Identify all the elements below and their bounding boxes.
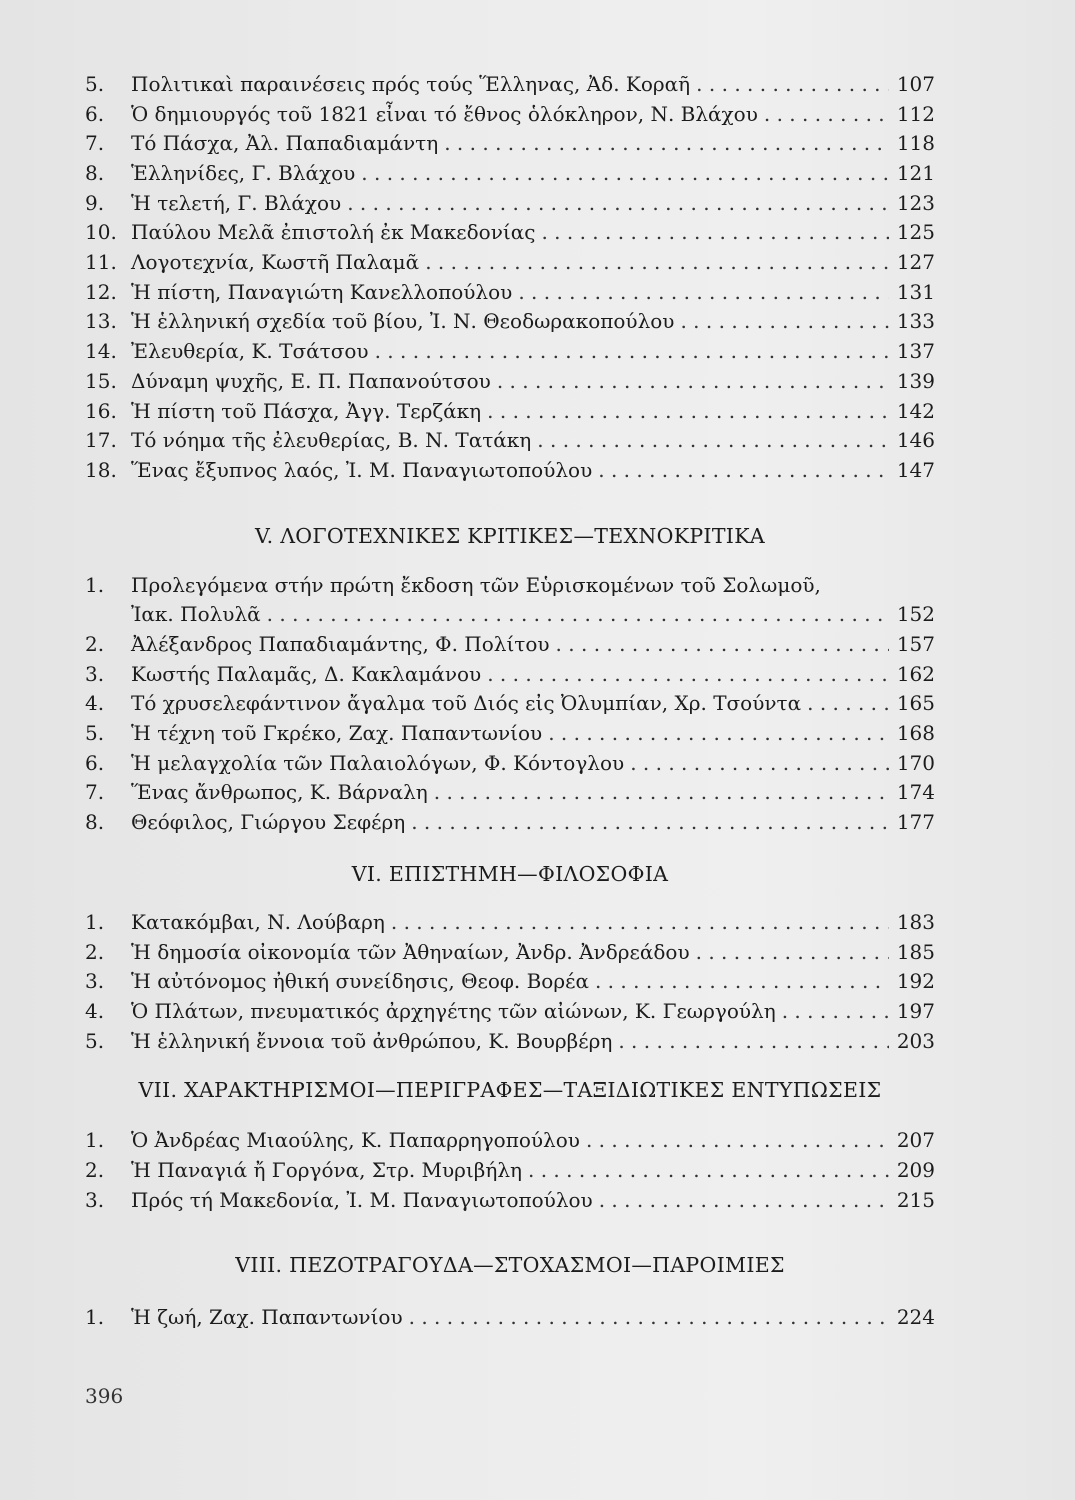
toc-entry — [85, 1156, 935, 1186]
entry-title: Ἡ πίστη, Παναγιώτη Κανελλοπούλου — [131, 279, 513, 304]
dot-leader — [541, 218, 889, 248]
entry-group-vi — [85, 908, 935, 1056]
entry-page-number: 170 — [896, 750, 935, 775]
toc-entry — [85, 1126, 935, 1156]
entry-page-number: 165 — [896, 691, 935, 716]
entry-number: 2. — [85, 1157, 105, 1182]
entry-number: 1. — [85, 572, 105, 597]
toc-entry — [85, 308, 935, 338]
entry-number: 1. — [85, 1128, 105, 1153]
entry-page-number: 118 — [896, 131, 935, 156]
entry-page-number: 174 — [896, 780, 935, 805]
entry-title: Ἡ δημοσία οἰκονομία τῶν Ἀθηναίων, Ἀνδρ. Ἀνδρεάδου — [131, 939, 690, 964]
entry-title: Ὁ δημιουργός τοῦ 1821 εἶναι τό ἔθνος ὁλόκληρον, Ν. Βλάχου — [131, 101, 758, 126]
dot-leader — [548, 719, 889, 749]
toc-entry — [85, 1186, 935, 1216]
entry-title: Ἡ μελαγχολία τῶν Παλαιολόγων, Φ. Κόντογλου — [131, 750, 625, 775]
dot-leader — [361, 159, 889, 189]
entry-number: 7. — [85, 780, 105, 805]
dot-leader — [586, 1126, 889, 1156]
entry-title-line2: Ἰακ. Πολυλᾶ — [131, 602, 261, 627]
section-heading-viii: VIII. ΠΕΖΟΤΡΑΓΟΥΔΑ—ΣΤΟΧΑΣΜΟΙ—ΠΑΡΟΙΜΙΕΣ — [235, 1253, 785, 1278]
entry-page-number: 127 — [896, 250, 935, 275]
dot-leader — [425, 248, 889, 278]
entry-title: Παύλου Μελᾶ ἐπιστολή ἐκ Μακεδονίας — [131, 220, 536, 245]
entry-title: Κατακόμβαι, Ν. Λούβαρη — [131, 909, 385, 934]
dot-leader — [807, 689, 889, 719]
toc-entry — [85, 689, 935, 719]
toc-entry — [85, 630, 935, 660]
entry-page-number: 123 — [896, 190, 935, 215]
entry-title: Ἀλέξανδρος Παπαδιαμάντης, Φ. Πολίτου — [131, 632, 550, 657]
entry-number: 6. — [85, 750, 105, 775]
entry-page-number: 157 — [896, 632, 935, 657]
toc-entry — [85, 426, 935, 456]
entry-number: 4. — [85, 691, 105, 716]
entry-title: Ὁ Πλάτων, πνευματικός ἀρχηγέτης τῶν αἰώνων, Κ. Γεωργούλη — [131, 998, 776, 1023]
dot-leader — [537, 426, 889, 456]
toc-entry — [85, 1303, 935, 1333]
entry-title: Ἕνας ἔξυπνος λαός, Ἰ. Μ. Παναγιωτοπούλου — [131, 457, 593, 482]
entry-page-number: 131 — [896, 279, 935, 304]
entry-number: 4. — [85, 998, 105, 1023]
entry-title: Κωστής Παλαμᾶς, Δ. Κακλαμάνου — [131, 661, 482, 686]
dot-leader — [434, 778, 889, 808]
entry-number: 15. — [85, 368, 117, 393]
entry-title: Τό νόημα τῆς ἐλευθερίας, Β. Ν. Τατάκη — [131, 428, 532, 453]
entry-page-number: 121 — [896, 161, 935, 186]
entry-title: Δύναμη ψυχῆς, Ε. Π. Παπανούτσου — [131, 368, 491, 393]
toc-entry — [85, 278, 935, 308]
toc-entry — [85, 967, 935, 997]
dot-leader — [696, 938, 889, 968]
toc-entry — [85, 367, 935, 397]
toc-entry — [85, 218, 935, 248]
entry-page-number: 147 — [896, 457, 935, 482]
entry-title: Πολιτικαὶ παραινέσεις πρός τούς Ἕλληνας, Ἀδ. Κοραῆ — [131, 71, 691, 96]
section-heading-vii: VII. ΧΑΡΑΚΤΗΡΙΣΜΟΙ—ΠΕΡΙΓΡΑΦΕΣ—ΤΑΞΙΔΙΩΤΙΚΕΣ ΕΝΤΥΠΩΣΕΙΣ — [138, 1078, 882, 1103]
entry-number: 17. — [85, 428, 117, 453]
toc-entry — [85, 660, 935, 690]
toc-entry — [85, 189, 935, 219]
toc-entry — [85, 1027, 935, 1057]
table-of-contents — [85, 70, 935, 1333]
entry-number: 1. — [85, 1305, 105, 1330]
toc-entry — [85, 997, 935, 1027]
dot-leader — [347, 189, 889, 219]
entry-title: Ἑλληνίδες, Γ. Βλάχου — [131, 161, 356, 186]
entry-page-number: 185 — [896, 939, 935, 964]
entry-title: Τό Πάσχα, Ἀλ. Παπαδιαμάντη — [131, 131, 439, 156]
entry-page-number: 215 — [896, 1187, 935, 1212]
entry-title: Ἡ πίστη τοῦ Πάσχα, Ἀγγ. Τερζάκη — [131, 398, 482, 423]
dot-leader — [764, 100, 889, 130]
entry-page-number: 207 — [896, 1128, 935, 1153]
dot-leader — [375, 337, 889, 367]
entry-number: 11. — [85, 250, 117, 275]
entry-number: 1. — [85, 909, 105, 934]
entry-page-number: 139 — [896, 368, 935, 393]
entry-title: Ἡ Παναγιά ἤ Γοργόνα, Στρ. Μυριβήλη — [131, 1157, 522, 1182]
toc-entry — [85, 749, 935, 779]
dot-leader — [411, 808, 889, 838]
toc-entry — [85, 248, 935, 278]
entry-number: 5. — [85, 1028, 105, 1053]
entry-group-continued — [85, 70, 935, 486]
entry-page-number: 133 — [896, 309, 935, 334]
toc-entry — [85, 397, 935, 427]
entry-page-number: 162 — [896, 661, 935, 686]
toc-entry — [85, 938, 935, 968]
toc-entry — [85, 456, 935, 486]
entry-page-number: 168 — [896, 721, 935, 746]
entry-number: 9. — [85, 190, 105, 215]
dot-leader — [556, 630, 889, 660]
toc-entry — [85, 129, 935, 159]
dot-leader — [599, 1186, 889, 1216]
entry-group-viii — [85, 1303, 935, 1333]
entry-title: Ἡ τέχνη τοῦ Γκρέκο, Ζαχ. Παπαντωνίου — [131, 721, 543, 746]
dot-leader — [487, 660, 889, 690]
dot-leader — [267, 600, 889, 630]
entry-page-number: 197 — [896, 998, 935, 1023]
entry-page-number: 152 — [896, 602, 935, 627]
entry-number: 8. — [85, 161, 105, 186]
section-heading-vi: VI. ΕΠΙΣΤΗΜΗ—ΦΙΛΟΣΟΦΙΑ — [351, 861, 669, 886]
dot-leader — [630, 749, 889, 779]
toc-entry — [85, 778, 935, 808]
entry-title: Ἡ ζωή, Ζαχ. Παπαντωνίου — [131, 1305, 403, 1330]
entry-number: 13. — [85, 309, 117, 334]
dot-leader — [391, 908, 889, 938]
toc-entry — [85, 100, 935, 130]
entry-number: 3. — [85, 1187, 105, 1212]
toc-entry — [85, 70, 935, 100]
entry-page-number: 203 — [896, 1028, 935, 1053]
dot-leader — [444, 129, 889, 159]
entry-number: 14. — [85, 339, 117, 364]
toc-entry — [85, 908, 935, 938]
entry-title: Πρός τή Μακεδονία, Ἰ. Μ. Παναγιωτοπούλου — [131, 1187, 593, 1212]
dot-leader — [487, 397, 889, 427]
entry-page-number: 183 — [896, 909, 935, 934]
entry-page-number: 146 — [896, 428, 935, 453]
dot-leader — [618, 1027, 889, 1057]
entry-page-number: 125 — [896, 220, 935, 245]
entry-title: Θεόφιλος, Γιώργου Σεφέρη — [131, 810, 406, 835]
section-heading-v: V. ΛΟΓΟΤΕΧΝΙΚΕΣ ΚΡΙΤΙΚΕΣ—ΤΕΧΝΟΚΡΙΤΙΚΑ — [255, 523, 765, 548]
entry-title: Ἡ ἑλληνική ἔννοια τοῦ ἀνθρώπου, Κ. Βουρβέρη — [131, 1028, 613, 1053]
toc-entry — [85, 808, 935, 838]
entry-page-number: 177 — [896, 810, 935, 835]
entry-title: Ἡ αὐτόνομος ἠθική συνείδησις, Θεοφ. Βορέα — [131, 969, 589, 994]
entry-number: 16. — [85, 398, 117, 423]
entry-group-v — [85, 630, 935, 838]
entry-page-number: 112 — [896, 101, 935, 126]
entry-number: 18. — [85, 457, 117, 482]
dot-leader — [696, 70, 889, 100]
entry-title: Ἕνας ἄνθρωπος, Κ. Βάρναλη — [131, 780, 428, 805]
entry-title: Ἡ τελετή, Γ. Βλάχου — [131, 190, 342, 215]
toc-entry — [85, 337, 935, 367]
entry-page-number: 142 — [896, 398, 935, 423]
entry-number: 2. — [85, 632, 105, 657]
entry-number: 3. — [85, 661, 105, 686]
dot-leader — [782, 997, 889, 1027]
entry-page-number: 224 — [896, 1305, 935, 1330]
entry-number: 10. — [85, 220, 117, 245]
dot-leader — [680, 308, 889, 338]
toc-entry — [85, 571, 935, 630]
entry-page-number: 137 — [896, 339, 935, 364]
dot-leader — [497, 367, 889, 397]
dot-leader — [528, 1156, 889, 1186]
entry-number: 3. — [85, 969, 105, 994]
entry-title: Τό χρυσελεφάντινον ἄγαλμα τοῦ Διός εἰς Ὀλυμπίαν, Χρ. Τσούντα — [131, 691, 802, 716]
entry-number: 5. — [85, 721, 105, 746]
entry-page-number: 107 — [896, 71, 935, 96]
entry-number: 12. — [85, 279, 117, 304]
entry-number: 5. — [85, 71, 105, 96]
entry-number: 7. — [85, 131, 105, 156]
entry-group-vii — [85, 1126, 935, 1215]
toc-entry — [85, 719, 935, 749]
entry-number: 8. — [85, 810, 105, 835]
dot-leader — [518, 278, 889, 308]
dot-leader — [598, 456, 889, 486]
dot-leader — [409, 1303, 889, 1333]
entry-number: 6. — [85, 101, 105, 126]
entry-title: Λογοτεχνία, Κωστῆ Παλαμᾶ — [131, 250, 420, 275]
entry-page-number: 209 — [896, 1157, 935, 1182]
dot-leader — [595, 967, 889, 997]
entry-title-line1: Προλεγόμενα στήν πρώτη ἔκδοση τῶν Εὑρισκομένων τοῦ Σολωμοῦ, — [131, 572, 821, 597]
entry-title: Ἡ ἑλληνική σχεδία τοῦ βίου, Ἰ. Ν. Θεοδωρακοπούλου — [131, 309, 675, 334]
entry-page-number: 192 — [896, 969, 935, 994]
page-folio-number: 396 — [85, 1384, 124, 1408]
toc-entry — [85, 159, 935, 189]
entry-title: Ἐλευθερία, Κ. Τσάτσου — [131, 339, 369, 364]
entry-title: Ὁ Ἀνδρέας Μιαούλης, Κ. Παπαρρηγοπούλου — [131, 1128, 580, 1153]
entry-number: 2. — [85, 939, 105, 964]
